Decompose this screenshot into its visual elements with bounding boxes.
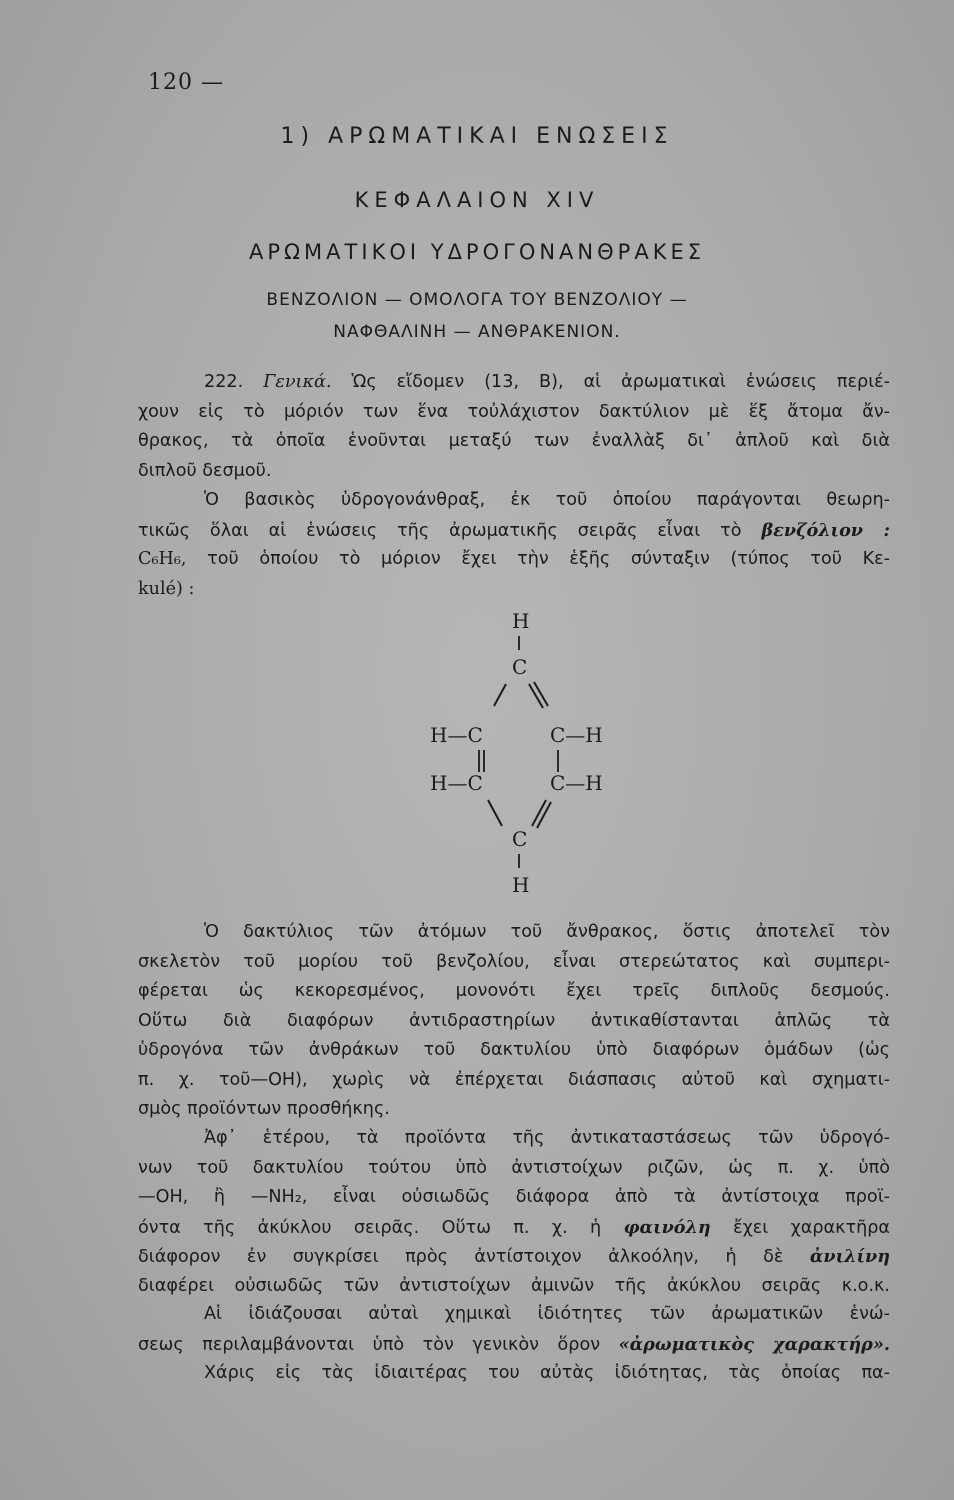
paragraph-line: kulé) : [138, 578, 195, 599]
paragraph-text: τοῦ ὁποίου τὸ μόριον ἔχει τὴν ἑξῆς σύνταξιν (τύπος τοῦ Κε- [207, 549, 890, 569]
chapter-subtitle-line-2: ΝΑΦΘΑΛΙΝΗ — ΑΝΘΡΑΚΕΝΙΟΝ. [333, 322, 621, 342]
chapter-title: ΑΡΩΜΑΤΙΚΟΙ ΥΔΡΟΓΟΝΑΝΘΡΑΚΕΣ [248, 240, 706, 264]
benzene-formula: C₆H₆, [138, 549, 187, 569]
paragraph-line: —OH, ἢ —NH₂, εἶναι οὐσιωδῶς διάφορα ἀπὸ τὰ ἀντίστοιχα προϊ- [138, 1187, 890, 1207]
section-title: 1) ΑΡΩΜΑΤΙΚΑΙ ΕΝΩΣΕΙΣ [280, 124, 674, 149]
paragraph-line: ὑδρογόνα τῶν ἀνθράκων τοῦ δακτυλίου ὑπὸ διαφόρων ὁμάδων (ὡς [138, 1040, 890, 1060]
paragraph-line: θρακος, τὰ ὁποῖα ἑνοῦνται μεταξύ των ἐναλλὰξ δι᾽ ἁπλοῦ καὶ διὰ [138, 431, 890, 451]
bond-bottom-right-double [532, 800, 546, 826]
atom-right-upper: C—H [550, 723, 603, 747]
term-phenol: φαινόλη [623, 1216, 711, 1238]
paragraph-line [138, 1330, 890, 1360]
bond-top-right-double [529, 684, 543, 708]
paragraph-substitution [138, 1124, 890, 1301]
term-aniline: ἀνιλίνη [809, 1246, 890, 1267]
paragraph-aromatic-character [138, 1300, 890, 1389]
paragraph-text: τικῶς ὅλαι αἱ ἑνώσεις τῆς ἀρωματικῆς σειρᾶς εἶναι τὸ [138, 520, 742, 541]
paragraph-line: διπλοῦ δεσμοῦ. [138, 460, 272, 481]
paragraph-benzene-intro [138, 486, 890, 604]
paragraph-line [138, 516, 890, 546]
paragraph-line [138, 368, 890, 398]
atom-bottom-c: C [512, 827, 528, 851]
paragraph-line: διαφέρει οὐσιωδῶς τῶν ἀντιστοίχων ἀμινῶν τῆς ἀκύκλου σειρᾶς κ.ο.κ. [138, 1275, 890, 1296]
paragraph-general [138, 368, 890, 486]
paragraph-heading: Γενικά. [263, 372, 332, 392]
paragraph-line: Χάρις εἰς τὰς ἰδιαιτέρας του αὐτὰς ἰδιότητας, τὰς ὁποίας πα- [204, 1363, 890, 1383]
paragraph-number: 222. [204, 372, 244, 392]
atom-right-lower: C—H [550, 771, 603, 795]
paragraph-text: Ὡς εἴδομεν (13, Β), αἱ ἀρωματικαὶ ἑνώσεις περιέ- [351, 372, 891, 392]
paragraph-line: χουν εἰς τὸ μόριόν των ἕνα τοὐλάχιστον δακτύλιον μὲ ἕξ ἄτομα ἄν- [138, 401, 890, 422]
paragraph-text: διάφορον ἐν συγκρίσει πρὸς ἀντίστοιχον ἀλκοόλην, ἡ δὲ [138, 1247, 784, 1267]
term-benzene: βενζόλιον : [761, 519, 890, 541]
paragraph-line: Ὁ βασικὸς ὑδρογονάνθραξ, ἐκ τοῦ ὁποίου παράγονται θεωρη- [204, 490, 890, 510]
paragraph-text: όντα τῆς ἀκύκλου σειρᾶς. Οὕτω π. χ. ἡ [138, 1217, 602, 1238]
bond-top-left [494, 684, 506, 706]
paragraph-line: σκελετὸν τοῦ μορίου τοῦ βενζολίου, εἶναι στερεώτατος καὶ συμπερι- [138, 951, 890, 972]
paragraph-line: Αἱ ἰδιάζουσαι αὐταὶ χημικαὶ ἰδιότητες τῶν ἀρωματικῶν ἑνώ- [204, 1304, 890, 1324]
chapter-subtitle-line-1: ΒΕΝΖΟΛΙΟΝ — ΟΜΟΛΟΓΑ ΤΟΥ ΒΕΝΖΟΛΙΟΥ — [266, 290, 688, 310]
paragraph-line: Ὁ δακτύλιος τῶν ἀτόμων τοῦ ἄνθρακος, ὅστις ἀποτελεῖ τὸν [204, 922, 890, 942]
bond-bottom-right-double [537, 802, 551, 828]
paragraph-ring-stability [138, 918, 890, 1125]
page-number: 120 — [148, 70, 224, 95]
term-aromatic-character: «ἀρωματικὸς χαρακτήρ». [618, 1333, 891, 1355]
paragraph-line [138, 1242, 890, 1272]
bond-top-right-double [534, 682, 548, 706]
atom-top-h: H [512, 609, 530, 633]
kekule-structure-diagram [410, 600, 640, 900]
paragraph-line: νων τοῦ δακτυλίου τούτου ὑπὸ ἀντιστοίχων ριζῶν, ὡς π. χ. ὑπὸ [138, 1157, 890, 1178]
paragraph-line: Ἀφ᾽ ἑτέρου, τὰ προϊόντα τῆς ἀντικαταστάσεως τῶν ὑδρογό- [204, 1128, 890, 1148]
paragraph-line [138, 1213, 890, 1243]
atom-bottom-h: H [512, 873, 530, 897]
paragraph-line: π. χ. τοῦ—OH), χωρὶς νὰ ἐπέρχεται διάσπασις αὐτοῦ καὶ σχηματι- [138, 1069, 890, 1090]
bond-bottom-left [488, 800, 502, 826]
chapter-number: ΚΕΦΑΛΑΙΟΝ XIV [354, 188, 600, 212]
atom-top-c: C [512, 655, 528, 679]
paragraph-text: ἔχει χαρακτῆρα [733, 1217, 891, 1238]
paragraph-line: σμὸς προϊόντων προσθήκης. [138, 1099, 390, 1119]
atom-left-lower: H—C [430, 771, 483, 795]
paragraph-line: Οὕτω διὰ διαφόρων ἀντιδραστηρίων ἀντικαθίστανται ἁπλῶς τὰ [138, 1010, 890, 1031]
paragraph-line: φέρεται ὡς κεκορεσμένος, μονονότι ἔχει τρεῖς διπλοῦς δεσμούς. [138, 981, 890, 1001]
paragraph-text: σεως περιλαμβάνονται ὑπὸ τὸν γενικὸν ὅρον [138, 1334, 601, 1355]
kekule-structure [410, 600, 640, 900]
paragraph-line [138, 545, 890, 575]
atom-left-upper: H—C [430, 723, 483, 747]
